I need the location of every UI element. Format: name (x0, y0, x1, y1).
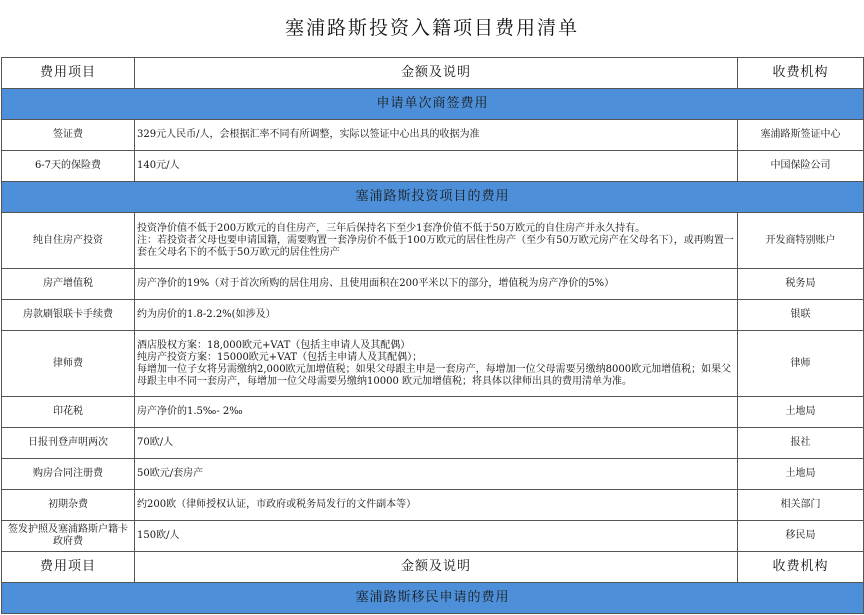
fee-desc: 50欧元/套房产 (135, 459, 738, 490)
section-title: 申请单次商签费用 (2, 89, 864, 120)
fee-desc: 约200欧（律师授权认证，市政府或税务局发行的文件副本等） (135, 490, 738, 521)
fee-desc: 房产净价的19%（对于首次所购的居住用房、且使用面积在200平米以下的部分，增值税为房产净价的5%） (135, 269, 738, 300)
header-item: 费用项目 (2, 552, 135, 583)
header-org: 收费机构 (738, 58, 864, 89)
section-row (2, 182, 864, 213)
fee-desc: 房产净价的1.5‰- 2‰ (135, 397, 738, 428)
header-desc: 金额及说明 (135, 552, 738, 583)
fee-table (1, 57, 864, 614)
fee-org: 移民局 (738, 521, 864, 552)
fee-org: 中国保险公司 (738, 151, 864, 182)
table-row (2, 397, 864, 428)
fee-item: 购房合同注册费 (2, 459, 135, 490)
table-header-row (2, 58, 864, 89)
fee-item: 印花税 (2, 397, 135, 428)
table-row (2, 428, 864, 459)
table-row (2, 459, 864, 490)
fee-desc: 投资净价值不低于200万欧元的自住房产，三年后保持名下至少1套净价值不低于50万欧元的自住房产并永久持有。 注：若投资者父母也要申请国籍，需要购置一套净房价不低于100万欧元的居住性房产（至少有50万欧元房产在父母名下），或再购置一套在父母名下的不低于50万欧元的居住性房产 (135, 213, 738, 269)
header-desc: 金额及说明 (135, 58, 738, 89)
fee-org: 税务局 (738, 269, 864, 300)
fee-org: 土地局 (738, 397, 864, 428)
fee-item: 日报刊登声明两次 (2, 428, 135, 459)
header-item: 费用项目 (2, 58, 135, 89)
fee-org: 银联 (738, 300, 864, 331)
fee-desc: 约为房价的1.8-2.2%(如涉及） (135, 300, 738, 331)
fee-item: 6-7天的保险费 (2, 151, 135, 182)
fee-desc: 70欧/人 (135, 428, 738, 459)
fee-item: 初期杂费 (2, 490, 135, 521)
table-row (2, 213, 864, 269)
fee-org: 律师 (738, 331, 864, 397)
section-row (2, 89, 864, 120)
table-row (2, 151, 864, 182)
fee-item: 房款刷银联卡手续费 (2, 300, 135, 331)
table-row (2, 331, 864, 397)
table-row (2, 490, 864, 521)
section-row (2, 583, 864, 614)
fee-item: 签证费 (2, 120, 135, 151)
fee-item: 律师费 (2, 331, 135, 397)
fee-item: 房产增值税 (2, 269, 135, 300)
fee-org: 塞浦路斯签证中心 (738, 120, 864, 151)
table-row (2, 120, 864, 151)
fee-desc: 酒店股权方案：18,000欧元+VAT（包括主申请人及其配偶） 纯房产投资方案：15000欧元+VAT（包括主申请人及其配偶）； 每增加一位子女将另需缴纳2,000欧元加增值税；如果父母跟主申是一套房产，每增加一位父母需要另缴纳8000欧元加增值税；如果父母跟主申不同一套房产，每增加一位父母需要另缴纳10000 欧元加增值税；将具体以律师出具的费用清单为准。 (135, 331, 738, 397)
fee-desc: 140元/人 (135, 151, 738, 182)
fee-org: 开发商特别账户 (738, 213, 864, 269)
fee-item: 签发护照及塞浦路斯户籍卡政府费 (2, 521, 135, 552)
fee-desc: 150欧/人 (135, 521, 738, 552)
table-header-row (2, 552, 864, 583)
section-title: 塞浦路斯投资项目的费用 (2, 182, 864, 213)
fee-item: 纯自住房产投资 (2, 213, 135, 269)
fee-desc: 329元人民币/人，会根据汇率不同有所调整，实际以签证中心出具的收据为准 (135, 120, 738, 151)
table-row (2, 521, 864, 552)
table-row (2, 269, 864, 300)
table-row (2, 300, 864, 331)
fee-org: 相关部门 (738, 490, 864, 521)
page-title: 塞浦路斯投资入籍项目费用清单 (284, 17, 579, 39)
fee-org: 土地局 (738, 459, 864, 490)
header-org: 收费机构 (738, 552, 864, 583)
section-title: 塞浦路斯移民申请的费用 (2, 583, 864, 614)
fee-org: 报社 (738, 428, 864, 459)
